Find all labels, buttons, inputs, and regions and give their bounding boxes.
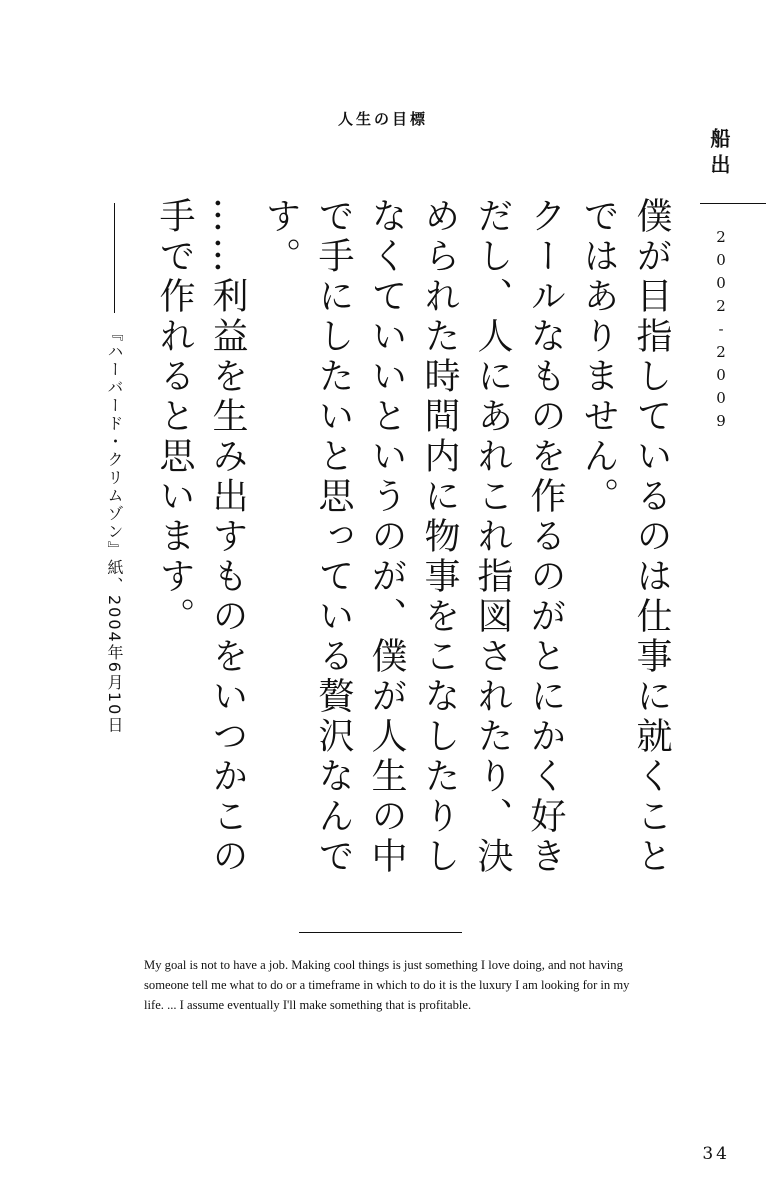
quote-source (98, 203, 128, 763)
english-translation: My goal is not to have a job. Making cool things is just something I love doing, and not having someone tell me what to do or a timeframe in which to do it is the luxury I am looking for in my life. ... I assume eventually I'll make something that is profitable. (144, 958, 630, 1012)
quote-paragraph: クールなものを作るのがとにかく好きだし、人にあれこれ指図されたり、決められた時間内に物事をこなしたりしなくていいというのが、僕が人生の中で手にしたいと思っている贅沢なんです。 (260, 197, 566, 877)
chapter-title: 船出 (707, 128, 731, 180)
source-citation: 『ハーバード・クリムゾン』紙、2004年6月10日 (105, 325, 124, 735)
translation-divider (299, 932, 462, 933)
quote-paragraph: 僕が目指しているのは仕事に就くことではありません。 (578, 197, 672, 877)
page-number: 34 (702, 1144, 730, 1164)
source-dash (114, 203, 115, 313)
running-head: 人生の目標 (337, 110, 428, 128)
chapter-divider (700, 203, 766, 204)
quote-paragraph: ……利益を生み出すものをいつかこの手で作れると思います。 (154, 197, 248, 877)
vertical-quote (128, 197, 678, 887)
chapter-years: 2002-2009 (712, 228, 730, 435)
